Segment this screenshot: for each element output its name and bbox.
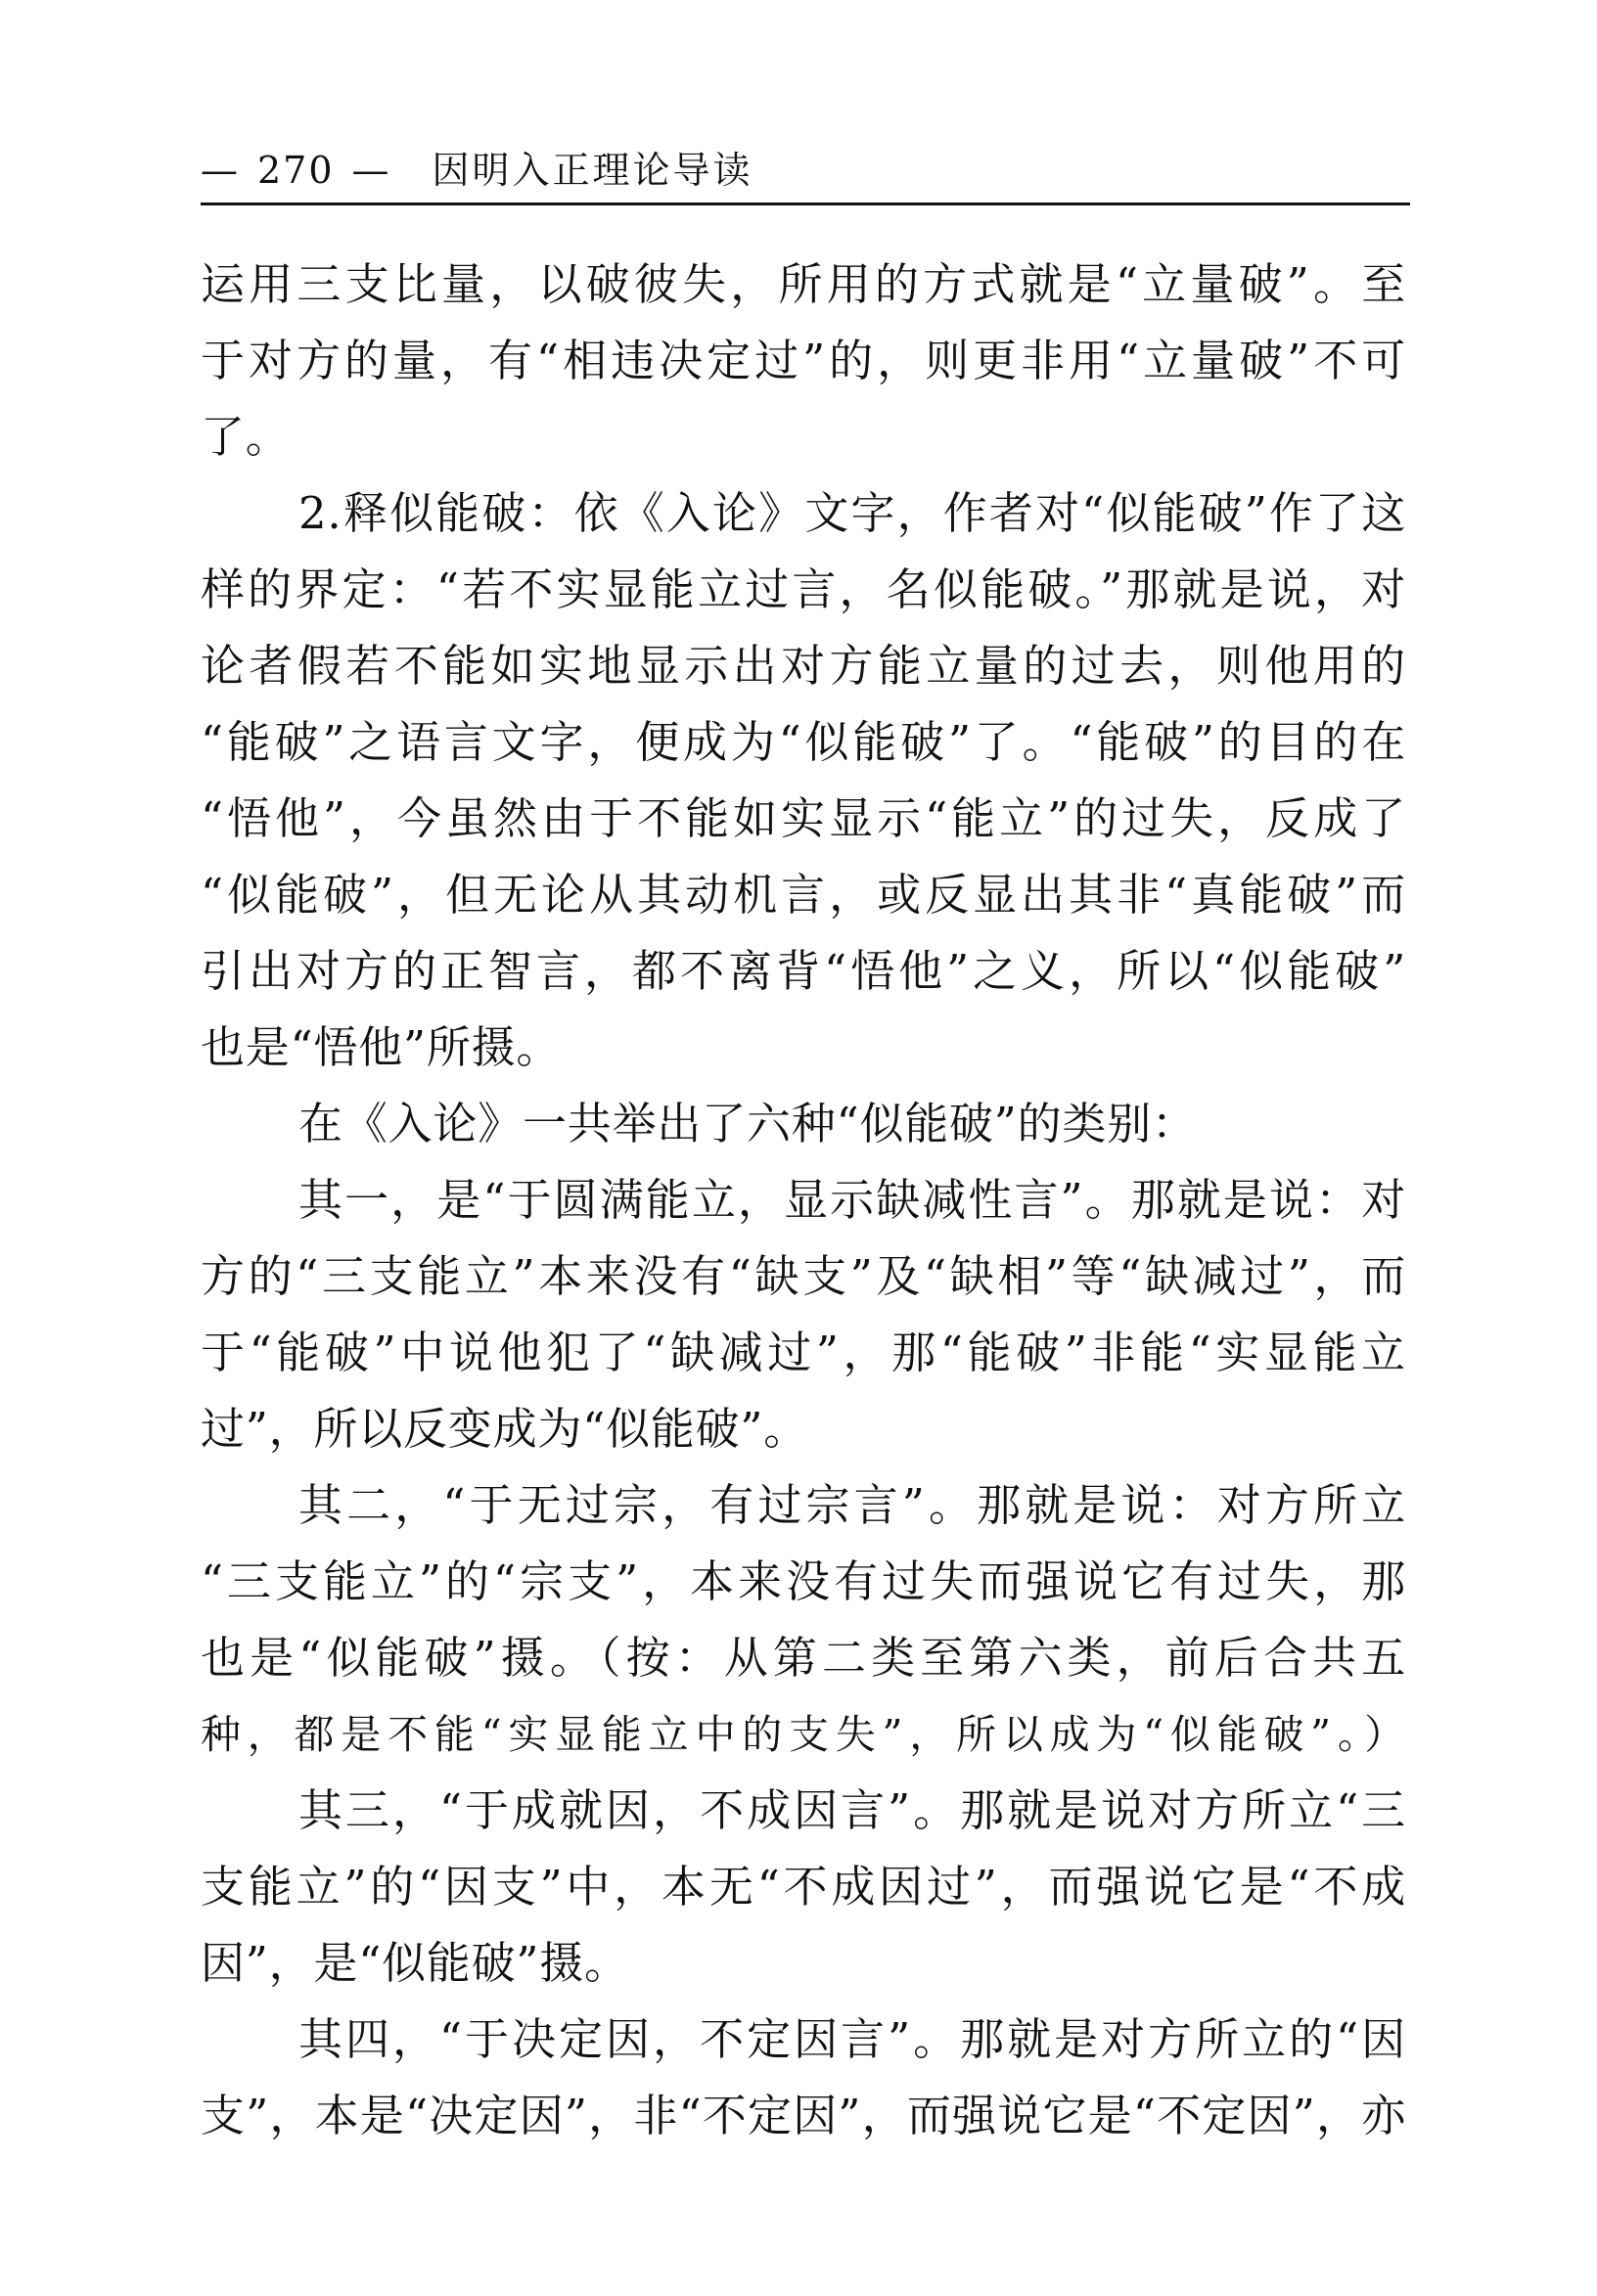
text-line: 2.释似能破：依《入论》文字，作者对“似能破”作了这: [298, 487, 1406, 539]
text-line: 过”，所以反变成为“似能破”。: [201, 1403, 809, 1455]
running-head: [201, 147, 1414, 217]
text-line: 其一，是“于圆满能立，显示缺减性言”。那就是说：对: [298, 1174, 1406, 1226]
text-line: 论者假若不能如实地显示出对方能立量的过去，则他用的: [201, 640, 1406, 692]
text-line: 运用三支比量，以破彼失，所用的方式就是“立量破”。至: [201, 258, 1406, 310]
header-dash-right: —: [351, 149, 391, 192]
text-line: 支能立”的“因支”中，本无“不成因过”，而强说它是“不成: [201, 1861, 1406, 1913]
text-line: 于对方的量，有“相违决定过”的，则更非用“立量破”不可: [201, 335, 1406, 386]
text-line: 样的界定：“若不实显能立过言，名似能破。”那就是说，对: [201, 563, 1406, 615]
text-line: “似能破”，但无论从其动机言，或反显出其非“真能破”而: [201, 869, 1406, 921]
text-line: 其四，“于决定因，不定因言”。那就是对方所立的“因: [298, 2013, 1406, 2065]
text-line: 其三，“于成就因，不成因言”。那就是说对方所立“三: [298, 1784, 1406, 1836]
body-text: [201, 247, 1406, 2154]
book-title: 因明入正理论导读: [432, 149, 753, 192]
header-rule: [201, 203, 1410, 205]
text-line: 也是“似能破”摄。（按：从第二类至第六类，前后合共五: [201, 1632, 1406, 1684]
text-line: 方的“三支能立”本来没有“缺支”及“缺相”等“缺减过”，而: [201, 1250, 1406, 1302]
note-line: 种，都是不能“实显能立中的支失”，所以成为“似能破”。）: [201, 1711, 1406, 1758]
text-line: 也是“悟他”所摄。: [201, 1021, 562, 1073]
text-line: “能破”之语言文字，便成为“似能破”了。“能破”的目的在: [201, 716, 1406, 768]
text-line: “悟他”，今虽然由于不能如实显示“能立”的过失，反成了: [201, 792, 1406, 844]
text-line: 引出对方的正智言，都不离背“悟他”之义，所以“似能破”: [201, 945, 1406, 997]
text-line: 其二，“于无过宗，有过宗言”。那就是说：对方所立: [298, 1479, 1406, 1531]
text-line: 支”，本是“决定因”，非“不定因”，而强说它是“不定因”，亦: [201, 2090, 1406, 2141]
text-line: “三支能立”的“宗支”，本来没有过失而强说它有过失，那: [201, 1555, 1406, 1607]
text-line: 因”，是“似能破”摄。: [201, 1937, 629, 1989]
text-line: 于“能破”中说他犯了“缺减过”，那“能破”非能“实显能立: [201, 1327, 1406, 1378]
header-dash-left: —: [201, 149, 240, 192]
text-line: 在《入论》一共举出了六种“似能破”的类别：: [298, 1098, 1197, 1149]
page-number: 270: [257, 149, 335, 192]
text-line: 了。: [201, 411, 291, 463]
